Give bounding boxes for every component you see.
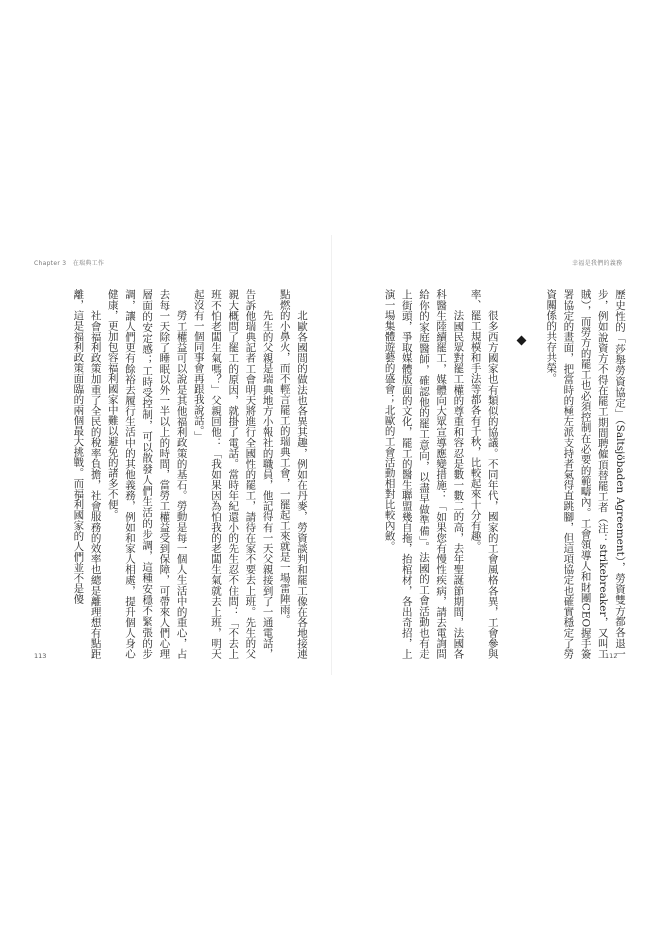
paragraph: 勞工權益可以說是其他福利政策的基石。勞動是每一個人生活中的重心，占去每一天除了睡眠以外一半以上的時間，當勞工權益受到保障，可帶來人們心理層面的安定感；工時受控制，可以散發人們生活的步調，這種安穩不緊張的步調，讓人們更有餘裕去履行生活中的其他義務，例如和家人相處，提升個人身心健康，更加包容福利國家中難以避免的諸多不便。 xyxy=(106,289,188,659)
paragraph: 北歐各國間的做法也各異其趣，例如在丹麥，勞資談判和罷工像在各地接連點燃的小鼻火，而不輕言罷工的瑞典工會，一罷起工來就是一場雷陣雨。 xyxy=(278,289,308,659)
paragraph: 法國民眾對罷工權的尊重和容忍是數一數二的高，去年聖誕節期間，法國各科醫生陸續罷工，媒體向大眾宣導應變措施：「如果您有慢性疾病，請去電詢問給你的家庭醫師，確認他的罷工意向，以盡早做準備」。法國的工會活動也有走上街頭，爭取媒體版面的文化，罷工的醫生聯盟幾自拖，抬棺材，各出奇招，上演一場集體遊藝的盛會；北歐的工會活動相對比較內斂。 xyxy=(383,289,465,659)
page-number-left: 113 xyxy=(34,652,47,660)
page-number-right: 112 xyxy=(605,652,618,660)
paragraph: 歷史性的「莎舉勞資協定」（Saltsjöbaden Agreement），勞資雙方都各退一步，例如說資方不得在罷工期間聘僱頂替罷工者（注：strikebreaker，又叫工賊），而勞方的罷工也必須控制在必要的範疇內。工會領導人和財團CEO握手簽署協定的畫面，把當時的極左派支持者氣得直跳腳，但這項協定也確實穩定了勞資關係的共存共榮。 xyxy=(545,289,626,659)
paragraph: 社會福利政策加重了全民的稅率負擔，社會服務的效率也總是離理想有點距離，這是福利政策面臨的兩個最大挑戰。而福利國家的人們並不是傻 xyxy=(72,289,102,659)
left-page-body xyxy=(35,289,310,659)
right-page-body xyxy=(352,289,628,659)
diamond-icon xyxy=(517,336,527,346)
section-divider xyxy=(513,289,530,659)
page-gutter xyxy=(331,235,332,675)
paragraph: 很多西方國家也有類似的協議。不同年代，國家的工會風格各異，工會參與率、罷工規模和手法等都各有千秋，比較起來十分有趣。 xyxy=(469,289,499,659)
paragraph: 先生的父親是瑞典地方小報社的職員，他記得有一天父親接到了一通電話，告訴他瑞典記者工會明天將進行全國性的罷工，請待在家不要去上班。先生的父親大概問了罷工的原因，就掛了電話。當時年紀還小的先生忍不住問：「不去上班不怕老闆生氣嗎？」父親回他：「我如果因為怕我的老闆生氣就去上班，明天起沒有一個同事會再跟我說話。」 xyxy=(192,289,274,659)
running-head-right: 幸福是我們的義務 xyxy=(572,260,623,267)
running-head-left: Chapter 3 在瑞典工作 xyxy=(34,260,105,267)
